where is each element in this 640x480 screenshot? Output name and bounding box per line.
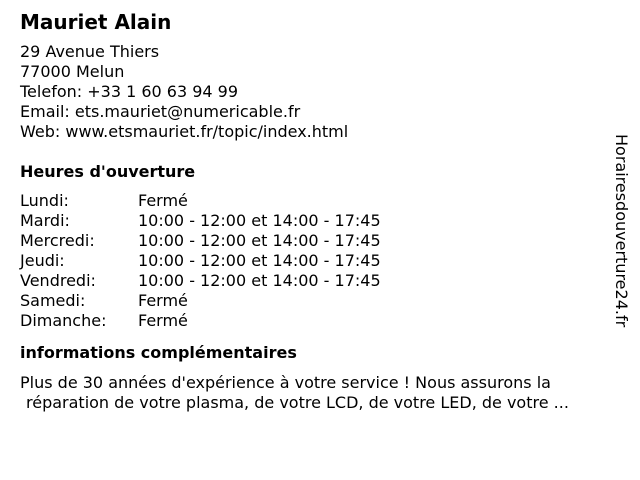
day-hours: 10:00 - 12:00 et 14:00 - 17:45 [138,271,381,290]
email-line: Email: ets.mauriet@numericable.fr [20,102,301,121]
site-watermark: Horairesdouverture24.fr [612,134,631,328]
day-hours: 10:00 - 12:00 et 14:00 - 17:45 [138,251,381,270]
hours-row-mercredi [20,231,610,251]
day-label: Lundi: [20,191,69,210]
info-description [20,373,610,413]
day-hours: Fermé [138,191,188,210]
address-line-1: 29 Avenue Thiers [20,42,160,61]
hours-row-samedi [20,291,610,311]
day-label: Samedi: [20,291,86,310]
address-line-2: 77000 Melun [20,62,125,81]
info-line-1: Plus de 30 années d'expérience à votre service ! Nous assurons la [20,373,551,392]
phone-line: Telefon: +33 1 60 63 94 99 [20,82,239,101]
hours-row-jeudi [20,251,610,271]
info-heading: informations complémentaires [20,343,297,362]
day-label: Vendredi: [20,271,96,290]
hours-row-vendredi [20,271,610,291]
hours-row-mardi [20,211,610,231]
business-card [20,10,610,413]
info-line-2: réparation de votre plasma, de votre LCD, de votre LED, de votre ... [26,393,569,412]
hours-list [20,191,610,331]
web-line: Web: www.etsmauriet.fr/topic/index.html [20,122,349,141]
business-name: Mauriet Alain [20,10,172,34]
hours-heading: Heures d'ouverture [20,162,196,181]
hours-row-lundi [20,191,610,211]
day-label: Dimanche: [20,311,107,330]
day-hours: 10:00 - 12:00 et 14:00 - 17:45 [138,211,381,230]
day-hours: 10:00 - 12:00 et 14:00 - 17:45 [138,231,381,250]
day-label: Mardi: [20,211,70,230]
day-hours: Fermé [138,311,188,330]
day-label: Mercredi: [20,231,95,250]
day-label: Jeudi: [20,251,65,270]
hours-row-dimanche [20,311,610,331]
day-hours: Fermé [138,291,188,310]
